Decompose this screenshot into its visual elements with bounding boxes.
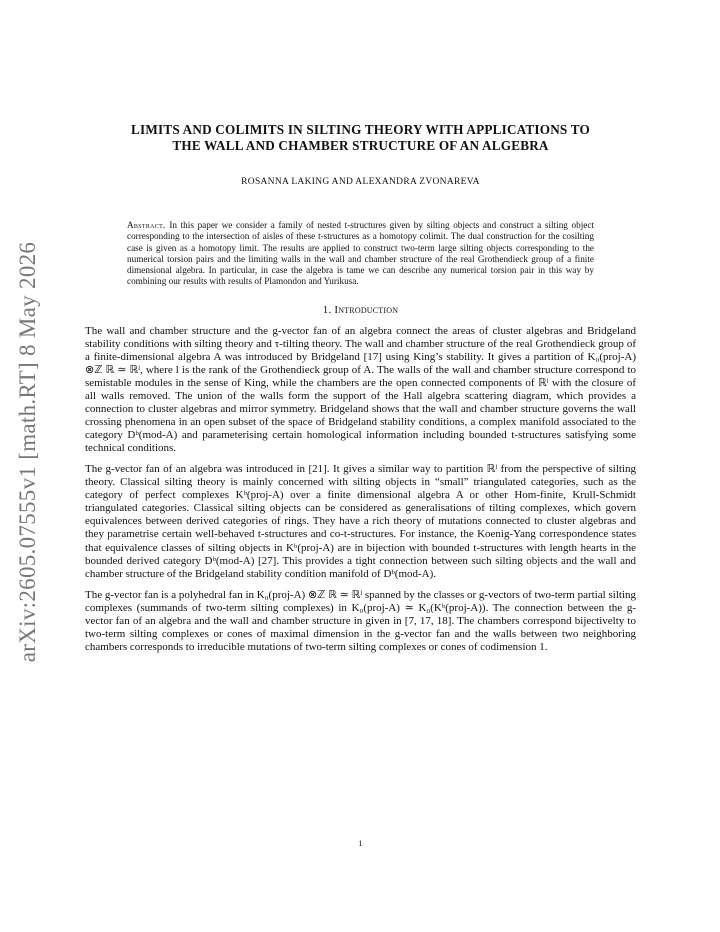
authors: ROSANNA LAKING AND ALEXANDRA ZVONAREVA xyxy=(241,177,480,187)
intro-paragraph-3: The g-vector fan is a polyhedral fan in K₀(proj-A) ⊗ℤ ℝ ≃ ℝˡ spanned by the classes or g-vectors of two-term partial silting complexes (summands of two-term silting complexes) in K₀(proj-A) ≃ K₀(Kᵇ(proj-A)). The connection between the g-vector fan of an algebra and the wall and chamber structure in given in [7, 17, 18]. The chambers correspond bijectivelty to two-term silting complexes or cones of maximal dimension in the g-vector fan and the walls between two neighboring chambers corresponds to irreducible mutations of two-term silting complexes or cones of codimension 1. xyxy=(85,588,636,653)
section-heading xyxy=(85,304,636,316)
page-number: 1 xyxy=(358,838,363,848)
section-title: Introduction xyxy=(334,303,399,316)
paper-page xyxy=(85,0,636,848)
section-number: 1. xyxy=(322,303,332,316)
arxiv-stamp xyxy=(2,0,54,932)
title-line-1: LIMITS AND COLIMITS IN SILTING THEORY WITH APPLICATIONS TO xyxy=(131,122,590,137)
abstract-heading: Abstract. xyxy=(127,220,166,230)
abstract xyxy=(127,220,594,288)
intro-paragraph-1: The wall and chamber structure and the g-vector fan of an algebra connect the areas of cluster algebras and Bridgeland stability conditions with silting theory and τ-tilting theory. The wall and chamber structure of the real Grothendieck group of a finite-dimensional algebra A was introduced by Bridgeland [17] using King’s stability. It gives a partition of K₀(proj-A) ⊗ℤ ℝ ≃ ℝˡ, where l is the rank of the Grothendieck group of A. The walls of the wall and chamber structure correspond to semistable modules in the sense of King, while the chambers are the open connected components of ℝˡ with the closure of all walls removed. The union of the walls form the support of the Hall algebra scattering diagram, which provides a connection to cluster algebras and mirror symmetry. Bridgeland shows that the wall and chamber structure governs the wall crossing phenomena in an open subset of the space of Bridgeland stability conditions, a complex manifold associated to the category Dᵇ(mod-A) and parameterising certain homological information including bounded t-structures satisfying some technical conditions. xyxy=(85,324,636,455)
title-line-2: THE WALL AND CHAMBER STRUCTURE OF AN ALGEBRA xyxy=(172,138,549,153)
arxiv-identifier: arXiv:2605.07555v1 [math.RT] 8 May 2026 xyxy=(15,241,40,663)
paper-title xyxy=(85,122,636,154)
abstract-text: In this paper we consider a family of nested t-structures given by silting objects and construct a silting object corresponding to the intersection of aisles of these t-structures as a homotopy colimit. The dual construction for the cosilting case is given as a homotopy limit. The results are applied to construct two-term large silting objects corresponding to the numerical torsion pairs and the limiting walls in the wall and chamber structure of the real Grothendieck group of a finite dimensional algebra. In particular, in case the algebra is tame we can describe any numerical torsion pair in this way by combining our results with results of Plamondon and Yurikusa. xyxy=(127,220,594,287)
intro-paragraph-2: The g-vector fan of an algebra was introduced in [21]. It gives a similar way to partition ℝˡ from the perspective of silting theory. Classical silting theory is mainly concerned with silting objects in “small” triangulated categories, such as the category of perfect complexes Kᵇ(proj-A) over a finite dimensional algebra A or other Hom-finite, Krull-Schmidt triangulated categories. Classical silting objects can be considered as generalisations of tilting complexes, which govern equivalences between derived categories of rings. They have a rich theory of mutations connected to cluster algebras and they parametrise certain well-behaved t-structures and co-t-structures. For instance, the Koenig-Yang correspondence states that equivalence classes of silting objects in Kᵇ(proj-A) are in bijection with bounded t-structures with length hearts in the bounded derived category Dᵇ(mod-A) [27]. This provides a tight connection between such silting objects and the wall and chamber structure of the Bridgeland stability condition manifold of Dᵇ(mod-A). xyxy=(85,463,636,580)
